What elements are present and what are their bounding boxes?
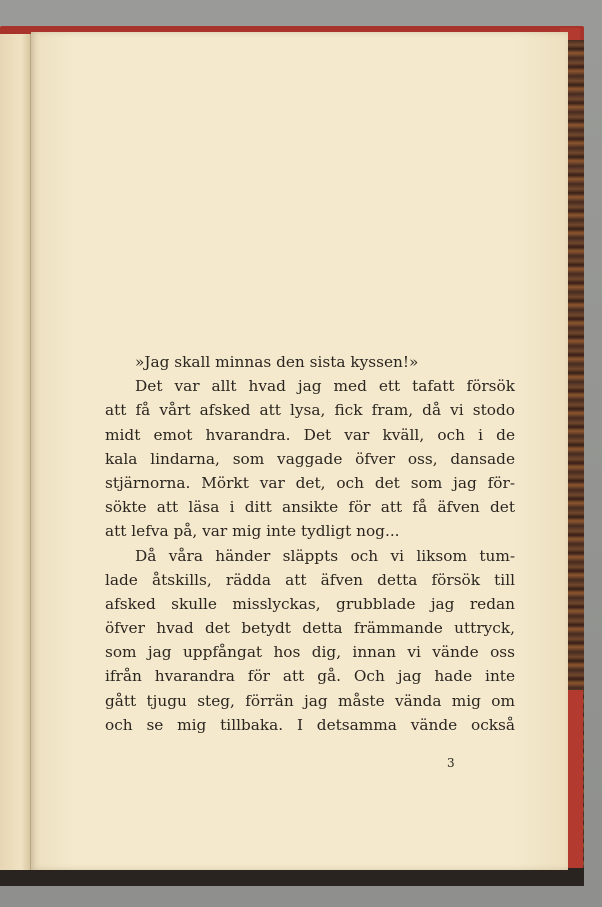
text-line: Det var allt hvad jag med ett tafatt försök — [135, 377, 515, 396]
text-line: »Jag skall minnas den sista kyssen!» — [135, 353, 419, 371]
text-line: att få vårt afsked att lysa, fick fram, då vi stodo — [105, 401, 515, 420]
page-text — [105, 350, 515, 737]
text-line: kala lindarna, som vaggade öfver oss, dansade — [105, 449, 515, 468]
page-number: 3 — [447, 756, 455, 770]
cover-bottom-edge — [0, 868, 584, 886]
facing-page — [0, 34, 31, 870]
text-line: som jag uppfångat hos dig, innan vi vände oss — [105, 643, 515, 662]
text-line: gått tjugu steg, förrän jag måste vända mig om — [105, 691, 515, 710]
text-line: lade åtskills, rädda att äfven detta försök till — [105, 570, 515, 589]
text-line: sökte att läsa i ditt ansikte för att få äfven det — [105, 498, 515, 517]
text-line: öfver hvad det betydt detta främmande uttryck, — [105, 619, 515, 638]
text-line: Då våra händer släppts och vi liksom tum- — [135, 546, 515, 565]
text-line: stjärnorna. Mörkt var det, och det som jag för- — [105, 473, 515, 492]
book-page — [31, 32, 568, 870]
text-line: afsked skulle misslyckas, grubblade jag redan — [105, 594, 515, 613]
text-line: midt emot hvarandra. Det var kväll, och i de — [105, 425, 515, 444]
text-line: ifrån hvarandra för att gå. Och jag hade inte — [105, 667, 515, 686]
text-line: att lefva på, var mig inte tydligt nog... — [105, 522, 400, 541]
text-line: och se mig tillbaka. I detsamma vände också — [105, 715, 515, 734]
